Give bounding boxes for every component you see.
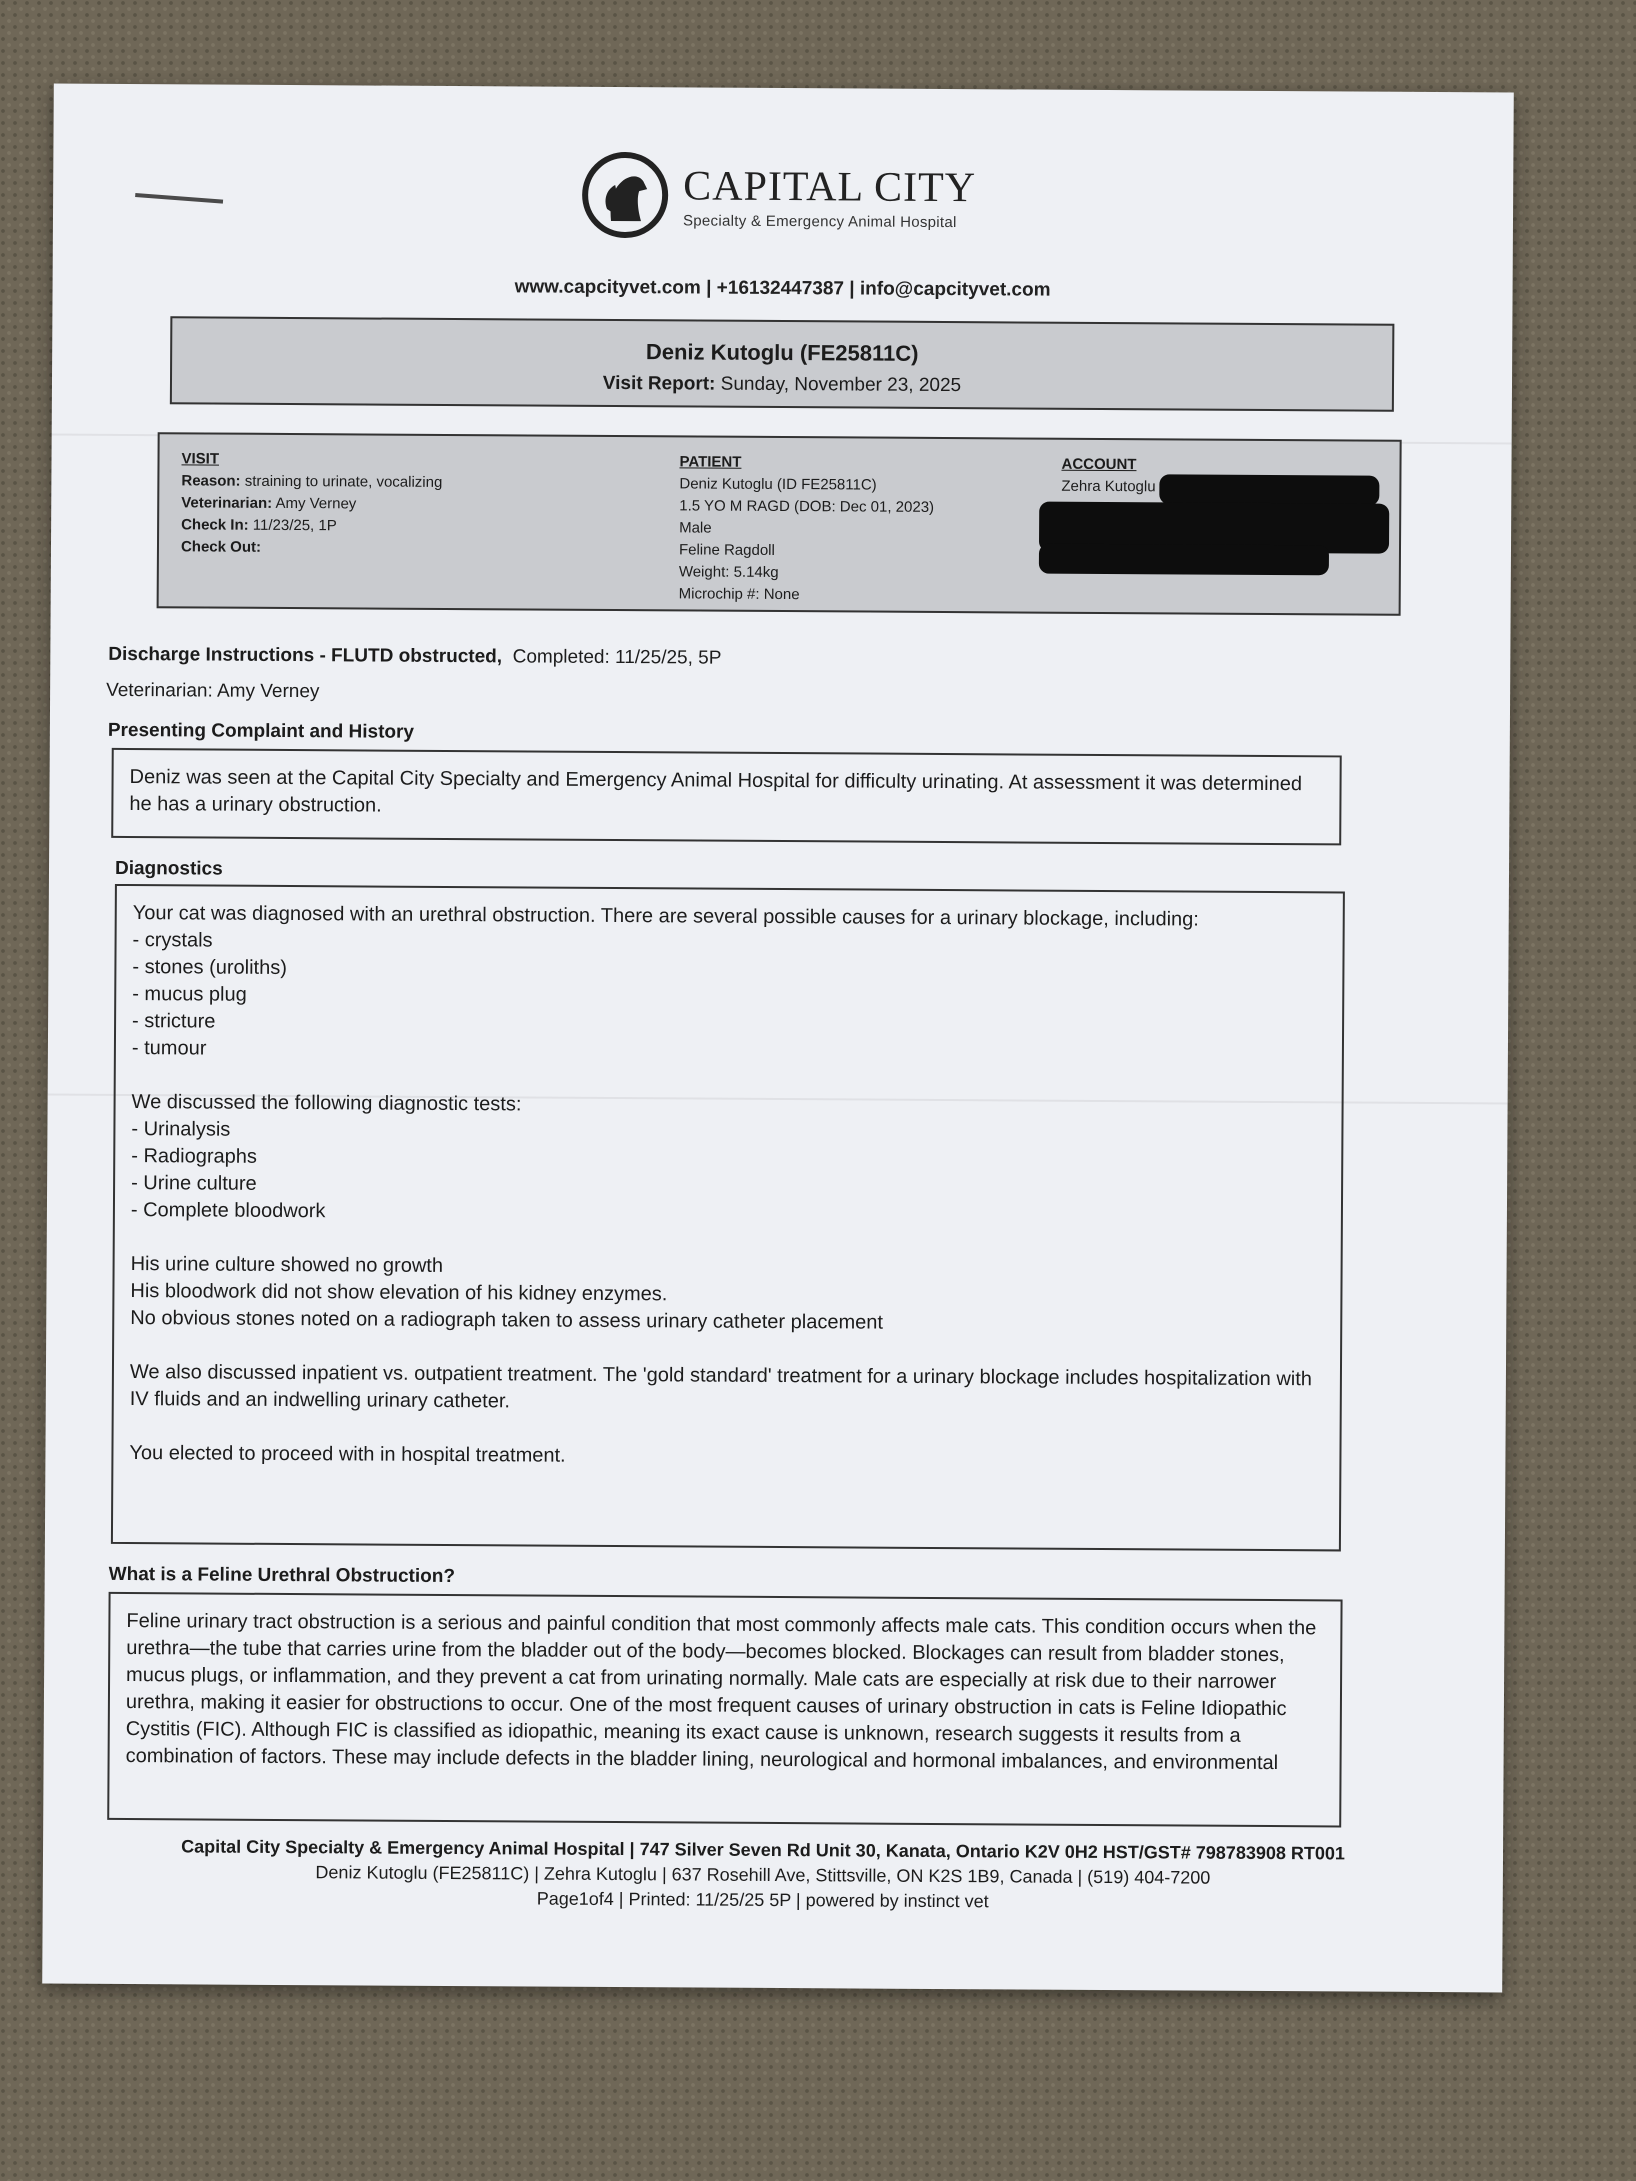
fuo-heading: What is a Feline Urethral Obstruction? xyxy=(108,1563,456,1588)
hospital-subtitle: Specialty & Emergency Animal Hospital xyxy=(682,211,957,231)
elected-text: You elected to proceed with in hospital treatment. xyxy=(129,1442,566,1467)
discharge-document xyxy=(42,84,1514,1993)
discharge-title: Discharge Instructions - FLUTD obstructed, xyxy=(108,643,503,668)
footer-page-info: Page1of4 | Printed: 11/25/25 5P | powered by instinct vet xyxy=(536,1888,989,1912)
visit-date: Sunday, November 23, 2025 xyxy=(715,373,962,397)
complaint-box xyxy=(111,748,1342,846)
diagnostics-intro: Your cat was diagnosed with an urethral obstruction. There are several possible causes for a urinary blockage, including: xyxy=(132,902,1199,931)
patient-title: Deniz Kutoglu (FE25811C) xyxy=(645,339,919,366)
cause-item: - tumour xyxy=(131,1037,207,1060)
test-item: - Complete bloodwork xyxy=(130,1199,326,1223)
patient-id: Deniz Kutoglu (ID FE25811C) xyxy=(679,475,877,494)
patient-sex: Male xyxy=(679,519,712,537)
visit-checkin: Check In: 11/23/25, 1P xyxy=(181,516,337,535)
visit-checkout: Check Out: xyxy=(180,538,262,556)
cause-item: - mucus plug xyxy=(132,983,247,1006)
page-footer xyxy=(143,1834,1383,1917)
redaction-block xyxy=(1039,544,1329,576)
visit-date-line xyxy=(172,370,1392,399)
diagnostics-heading: Diagnostics xyxy=(114,857,223,880)
footer-client: Deniz Kutoglu (FE25811C) | Zehra Kutoglu | 637 Rosehill Ave, Stittsville, ON K2S 1B9, Canada | (519) 404-7200 xyxy=(315,1862,1211,1888)
account-name: Zehra Kutoglu xyxy=(1061,477,1156,496)
discharge-vet: Veterinarian: Amy Verney xyxy=(106,679,320,703)
cause-item: - stones (uroliths) xyxy=(132,956,287,979)
discharge-title-line xyxy=(108,644,721,670)
visit-reason: Reason: straining to urinate, vocalizing xyxy=(181,472,443,491)
patient-breed: Feline Ragdoll xyxy=(678,541,775,559)
result-line: His urine culture showed no growth xyxy=(130,1253,444,1277)
fuo-text: Feline urinary tract obstruction is a serious and painful condition that most commonly affects male cats. This condition occurs when the urethra—the tube that carries urine from the bladder out of the body—becomes blocked. Blockages can result from bladder stones, mucus plugs, or inflammation, and they prevent a cat from urinating normally. Male cats are especially at risk due to their narrower urethra, making it easier for obstructions to occur. One of the most frequent causes of urinary obstruction in cats is Feline Idiopathic Cystitis (FIC). Although FIC is classified as idiopathic, meaning its exact cause is unknown, research suggests it results from a combination of factors. These may include defects in the bladder lining, neurological and hormonal imbalances, and environmental xyxy=(125,1610,1317,1775)
visit-info-panel xyxy=(157,432,1402,616)
patient-weight: Weight: 5.14kg xyxy=(678,563,779,581)
visit-header xyxy=(170,316,1395,411)
redaction-block xyxy=(1159,474,1379,505)
staple xyxy=(135,193,223,204)
test-item: - Radiographs xyxy=(131,1145,257,1168)
patient-microchip: Microchip #: None xyxy=(678,585,800,604)
account-column xyxy=(1061,454,1156,499)
completed-date: Completed: 11/25/25, 5P xyxy=(512,646,722,669)
contact-line: www.capcityvet.com | +16132447387 | info@capcityvet.com xyxy=(514,276,1051,301)
cause-item: - stricture xyxy=(132,1010,216,1033)
visit-column xyxy=(181,448,443,560)
treatment-text: We also discussed inpatient vs. outpatient treatment. The 'gold standard' treatment for a urinary blockage includes hospitalization with IV fluids and an indwelling urinary catheter. xyxy=(129,1361,1313,1413)
pet-silhouette-icon xyxy=(581,151,670,240)
hospital-logo xyxy=(581,151,976,241)
visit-vet: Veterinarian: Amy Verney xyxy=(181,494,357,513)
patient-heading: PATIENT xyxy=(679,453,742,471)
fuo-box xyxy=(107,1592,1342,1828)
visit-heading: VISIT xyxy=(181,450,220,468)
diagnostics-box xyxy=(111,884,1345,1552)
result-line: No obvious stones noted on a radiograph taken to assess urinary catheter placement xyxy=(130,1307,884,1334)
account-heading: ACCOUNT xyxy=(1061,455,1137,474)
visit-label: Visit Report: xyxy=(602,372,716,395)
result-line: His bloodwork did not show elevation of his kidney enzymes. xyxy=(130,1280,668,1306)
test-item: - Urinalysis xyxy=(131,1118,231,1141)
patient-age: 1.5 YO M RAGD (DOB: Dec 01, 2023) xyxy=(679,497,935,516)
cause-item: - crystals xyxy=(132,929,213,952)
test-item: - Urine culture xyxy=(131,1172,257,1195)
patient-column xyxy=(679,451,935,607)
footer-hospital: Capital City Specialty & Emergency Animal Hospital | 747 Silver Seven Rd Unit 30, Kanata, Ontario K2V 0H2 HST/GST# 798783908 RT001 xyxy=(181,1836,1345,1864)
tests-intro: We discussed the following diagnostic tests: xyxy=(131,1091,522,1116)
hospital-name: CAPITAL CITY xyxy=(683,162,977,211)
complaint-text: Deniz was seen at the Capital City Specialty and Emergency Animal Hospital for difficulty urinating. At assessment it was determined he has a urinary obstruction. xyxy=(129,766,1303,817)
complaint-heading: Presenting Complaint and History xyxy=(107,719,415,743)
